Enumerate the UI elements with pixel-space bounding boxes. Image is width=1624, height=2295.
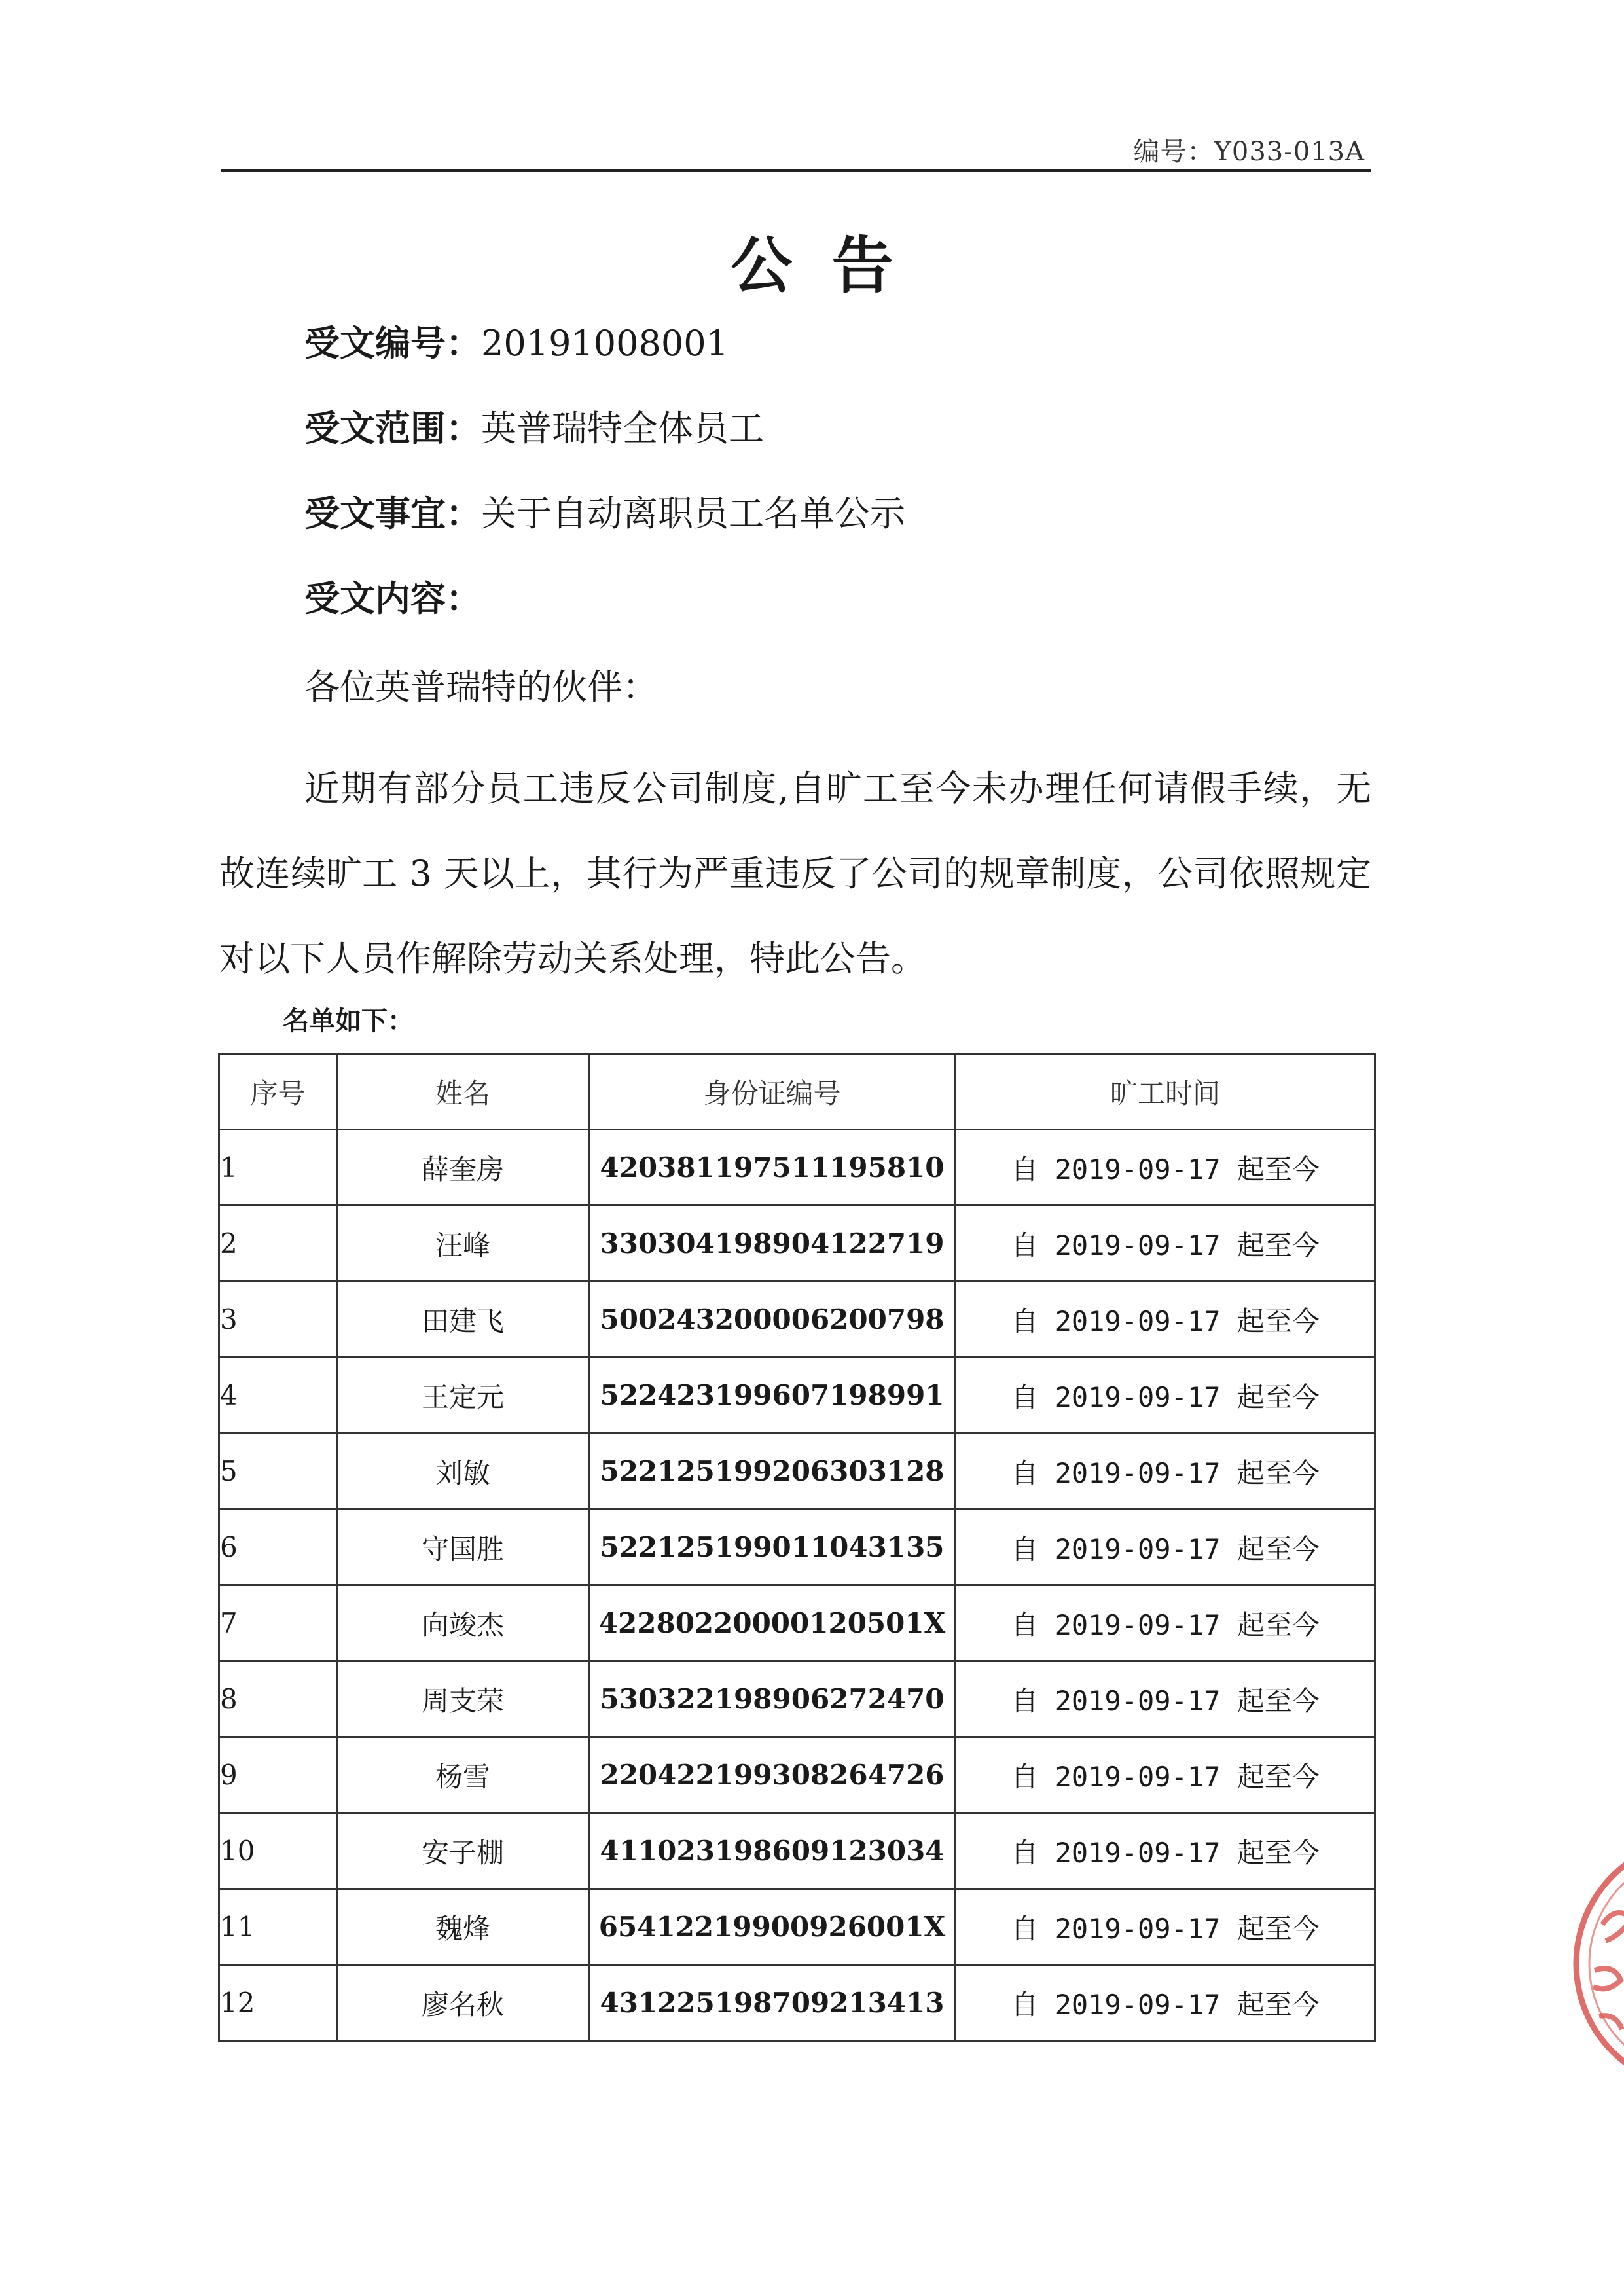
cell-no: 11 <box>219 1889 337 1965</box>
cell-no: 10 <box>219 1813 337 1889</box>
page-title: 公告 <box>731 230 933 302</box>
table-row <box>219 1130 1375 1206</box>
cell-no: 6 <box>219 1509 337 1585</box>
cell-absence-period: 自 2019-09-17 起至今 <box>956 1509 1375 1585</box>
field-content <box>304 576 481 622</box>
table-row <box>219 1206 1375 1282</box>
header-id-number: 身份证编号 <box>589 1054 956 1130</box>
field-subject <box>304 491 905 537</box>
cell-absence-period: 自 2019-09-17 起至今 <box>956 1661 1375 1737</box>
cell-id-number: 530322198906272470 <box>589 1661 956 1737</box>
cell-name: 守国胜 <box>337 1509 589 1585</box>
cell-no: 3 <box>219 1282 337 1358</box>
table-row <box>219 1434 1375 1509</box>
table-row <box>219 1813 1375 1889</box>
salutation: 各位英普瑞特的伙伴： <box>304 666 658 708</box>
cell-name: 杨雪 <box>337 1737 589 1813</box>
cell-name: 周支荣 <box>337 1661 589 1737</box>
table-body <box>219 1130 1375 2041</box>
table-row <box>219 1889 1375 1965</box>
cell-id-number: 420381197511195810 <box>589 1130 956 1206</box>
cell-id-number: 522125199011043135 <box>589 1509 956 1585</box>
cell-name: 魏烽 <box>337 1889 589 1965</box>
table-row <box>219 1509 1375 1585</box>
header-name: 姓名 <box>337 1054 589 1130</box>
cell-id-number: 411023198609123034 <box>589 1813 956 1889</box>
table-row <box>219 1965 1375 2041</box>
document-number: 编号：Y033-013A <box>1133 137 1365 167</box>
cell-no: 9 <box>219 1737 337 1813</box>
table-row <box>219 1282 1375 1358</box>
field-document-number <box>304 321 729 367</box>
cell-absence-period: 自 2019-09-17 起至今 <box>956 1737 1375 1813</box>
table-row <box>219 1661 1375 1737</box>
cell-absence-period: 自 2019-09-17 起至今 <box>956 1206 1375 1282</box>
cell-no: 7 <box>219 1585 337 1661</box>
table-header-row <box>219 1054 1375 1130</box>
header-divider <box>221 169 1371 172</box>
cell-id-number: 522125199206303128 <box>589 1434 956 1509</box>
cell-no: 12 <box>219 1965 337 2041</box>
field-scope <box>304 406 764 452</box>
cell-absence-period: 自 2019-09-17 起至今 <box>956 1130 1375 1206</box>
cell-name: 向竣杰 <box>337 1585 589 1661</box>
cell-name: 田建飞 <box>337 1282 589 1358</box>
field-value: 英普瑞特全体员工 <box>481 408 764 449</box>
cell-no: 2 <box>219 1206 337 1282</box>
seal-ring <box>1576 1839 1624 2088</box>
cell-no: 8 <box>219 1661 337 1737</box>
header-no: 序号 <box>219 1054 337 1130</box>
cell-id-number: 65412219900926001X <box>589 1889 956 1965</box>
cell-no: 5 <box>219 1434 337 1509</box>
cell-name: 廖名秋 <box>337 1965 589 2041</box>
cell-no: 4 <box>219 1358 337 1434</box>
cell-id-number: 500243200006200798 <box>589 1282 956 1358</box>
cell-name: 薛奎房 <box>337 1130 589 1206</box>
cell-id-number: 522423199607198991 <box>589 1358 956 1434</box>
seal-mark <box>1602 1913 1624 1941</box>
seal-mark <box>1599 2015 1622 2029</box>
cell-id-number: 431225198709213413 <box>589 1965 956 2041</box>
cell-absence-period: 自 2019-09-17 起至今 <box>956 1889 1375 1965</box>
field-label: 受文内容： <box>304 578 481 619</box>
cell-absence-period: 自 2019-09-17 起至今 <box>956 1282 1375 1358</box>
dismissal-table <box>218 1053 1376 2042</box>
cell-name: 汪峰 <box>337 1206 589 1282</box>
cell-absence-period: 自 2019-09-17 起至今 <box>956 1434 1375 1509</box>
cell-id-number: 330304198904122719 <box>589 1206 956 1282</box>
cell-absence-period: 自 2019-09-17 起至今 <box>956 1813 1375 1889</box>
cell-name: 刘敏 <box>337 1434 589 1509</box>
cell-id-number: 42280220000120501X <box>589 1585 956 1661</box>
field-label: 受文范围： <box>304 408 481 449</box>
table-row <box>219 1585 1375 1661</box>
table-row <box>219 1358 1375 1434</box>
field-label: 受文编号： <box>304 323 481 364</box>
header-absence-period: 旷工时间 <box>956 1054 1375 1130</box>
cell-id-number: 220422199308264726 <box>589 1737 956 1813</box>
notice-body: 近期有部分员工违反公司制度,自旷工至今未办理任何请假手续，无故连续旷工 3 天以上，其行为严重违反了公司的规章制度，公司依照规定对以下人员作解除劳动关系处理，特此公告。 <box>219 768 1371 979</box>
field-label: 受文事宜： <box>304 493 481 534</box>
cell-absence-period: 自 2019-09-17 起至今 <box>956 1585 1375 1661</box>
seal-mark <box>1593 1968 1621 1989</box>
cell-absence-period: 自 2019-09-17 起至今 <box>956 1965 1375 2041</box>
table-row <box>219 1737 1375 1813</box>
cell-absence-period: 自 2019-09-17 起至今 <box>956 1358 1375 1434</box>
cell-name: 安子棚 <box>337 1813 589 1889</box>
cell-no: 1 <box>219 1130 337 1206</box>
list-heading: 名单如下： <box>283 1006 414 1036</box>
company-seal <box>1563 1826 1624 2101</box>
field-value: 20191008001 <box>481 323 729 364</box>
field-value: 关于自动离职员工名单公示 <box>481 493 905 534</box>
cell-name: 王定元 <box>337 1358 589 1434</box>
